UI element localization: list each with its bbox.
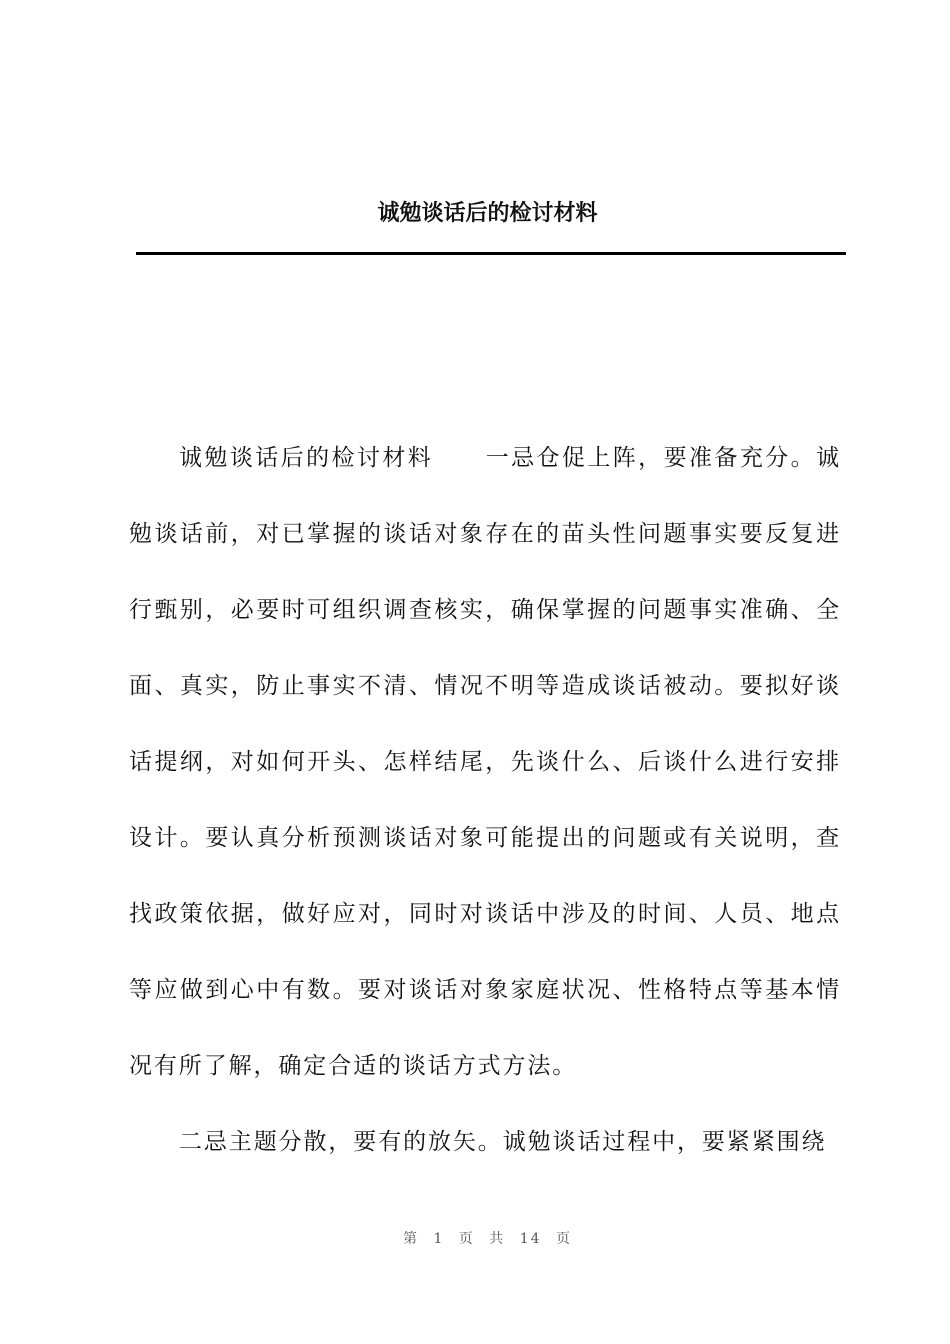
paragraph-2-text: 二忌主题分散，要有的放矢。诚勉谈话过程中，要紧紧围绕	[179, 1129, 827, 1155]
document-body	[129, 420, 841, 1180]
title-divider	[136, 252, 846, 255]
document-title: 诚勉谈话后的检讨材料	[377, 201, 598, 226]
paragraph-1-lead: 诚勉谈话后的检讨材料	[179, 445, 434, 471]
paragraph-2	[129, 1104, 841, 1180]
paragraph-1	[129, 420, 841, 1104]
paragraph-1-text: 一忌仓促上阵，要准备充分。诚勉谈话前，对已掌握的谈话对象存在的苗头性问题事实要反复进行甄别，必要时可组织调查核实，确保掌握的问题事实准确、全面、真实，防止事实不清、情况不明等造成谈话被动。要拟好谈话提纲，对如何开头、怎样结尾，先谈什么、后谈什么进行安排设计。要认真分析预测谈话对象可能提出的问题或有关说明，查找政策依据，做好应对，同时对谈话中涉及的时间、人员、地点等应做到心中有数。要对谈话对象家庭状况、性格特点等基本情况有所了解，确定合适的谈话方式方法。	[129, 445, 841, 1079]
page-number-footer: 第 1 页 共 14 页	[403, 1231, 572, 1247]
